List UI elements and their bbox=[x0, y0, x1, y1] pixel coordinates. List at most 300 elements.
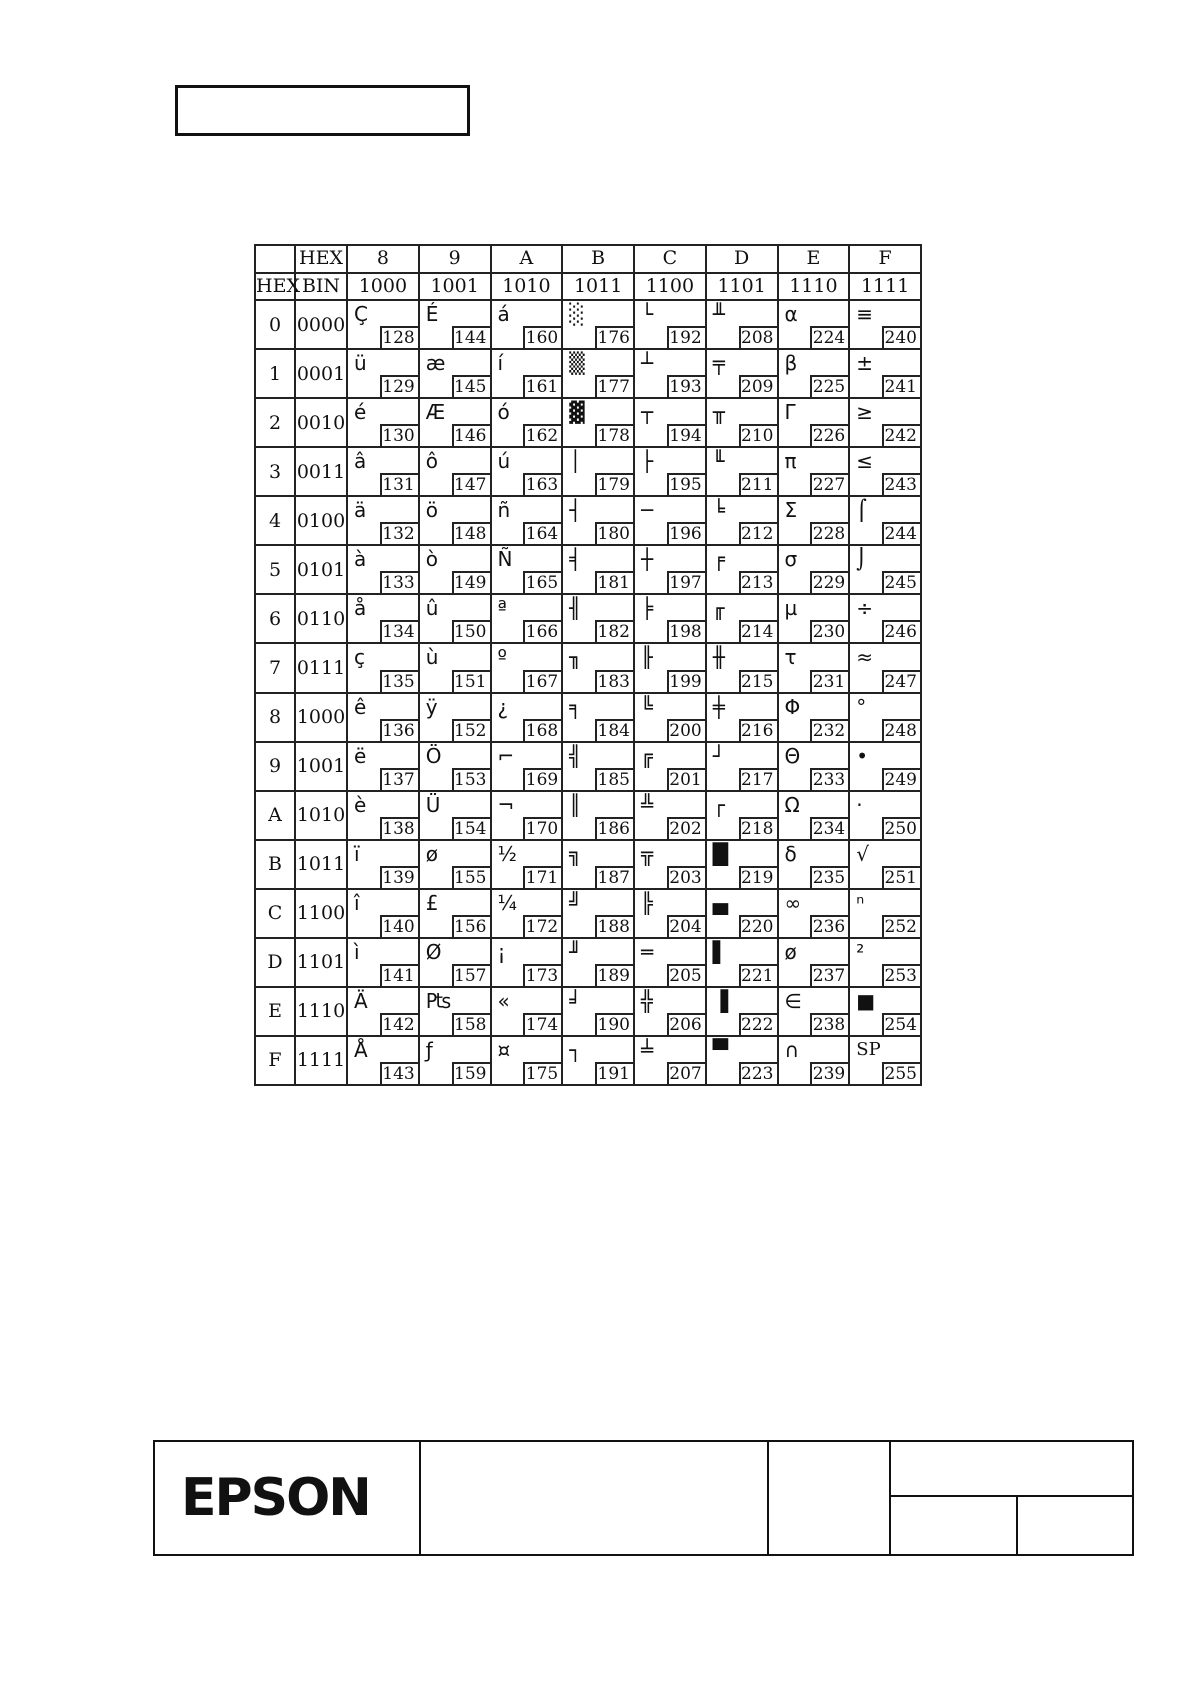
column-bin-8: 1000 bbox=[347, 273, 419, 301]
char-code: 243 bbox=[882, 473, 920, 495]
char-cell bbox=[634, 496, 706, 545]
char-code: 149 bbox=[452, 571, 490, 593]
char-cell bbox=[634, 742, 706, 791]
char-code: 240 bbox=[882, 326, 920, 348]
char-cell bbox=[634, 300, 706, 349]
column-bin-f: 1111 bbox=[849, 273, 921, 301]
title-block-divider bbox=[1016, 1495, 1018, 1554]
char-code: 205 bbox=[667, 964, 705, 986]
row-hex: 5 bbox=[255, 545, 295, 594]
char-glyph: SP bbox=[856, 1038, 881, 1060]
char-code: 204 bbox=[667, 915, 705, 937]
char-code: 188 bbox=[595, 915, 633, 937]
row-hex: 0 bbox=[255, 300, 295, 349]
table-row bbox=[255, 398, 921, 447]
char-cell bbox=[347, 594, 419, 643]
row-bin: 1011 bbox=[295, 840, 347, 889]
char-cell bbox=[347, 938, 419, 987]
char-glyph: ê bbox=[354, 694, 367, 719]
char-glyph: · bbox=[856, 792, 863, 817]
char-cell bbox=[562, 791, 634, 840]
char-code: 215 bbox=[739, 670, 777, 692]
char-code: 156 bbox=[452, 915, 490, 937]
char-cell bbox=[419, 300, 491, 349]
char-code: 130 bbox=[380, 424, 418, 446]
char-glyph: à bbox=[354, 547, 367, 572]
char-code: 177 bbox=[595, 375, 633, 397]
char-glyph: ÿ bbox=[425, 694, 438, 719]
char-cell bbox=[706, 742, 778, 791]
char-cell bbox=[778, 545, 850, 594]
char-code: 131 bbox=[380, 473, 418, 495]
char-cell bbox=[491, 693, 563, 742]
char-cell bbox=[347, 840, 419, 889]
char-cell bbox=[706, 447, 778, 496]
char-glyph: ç bbox=[354, 645, 365, 670]
char-code: 148 bbox=[452, 522, 490, 544]
char-cell bbox=[419, 1036, 491, 1085]
char-cell bbox=[562, 496, 634, 545]
char-cell bbox=[491, 840, 563, 889]
char-code: 244 bbox=[882, 522, 920, 544]
char-code: 219 bbox=[739, 866, 777, 888]
char-glyph: ú bbox=[497, 449, 511, 474]
char-glyph: µ bbox=[784, 596, 798, 621]
char-code: 238 bbox=[810, 1013, 848, 1035]
char-glyph: β bbox=[784, 351, 798, 376]
char-cell bbox=[347, 693, 419, 742]
char-code: 152 bbox=[452, 719, 490, 741]
table-row bbox=[255, 742, 921, 791]
char-glyph: ▌ bbox=[712, 939, 729, 964]
char-code: 179 bbox=[595, 473, 633, 495]
char-glyph: ╣ bbox=[569, 743, 582, 768]
char-glyph: ƒ bbox=[425, 1037, 433, 1062]
row-bin: 1001 bbox=[295, 742, 347, 791]
char-cell bbox=[347, 447, 419, 496]
char-code: 242 bbox=[882, 424, 920, 446]
char-glyph: ≈ bbox=[856, 645, 874, 670]
char-cell bbox=[706, 791, 778, 840]
char-code: 145 bbox=[452, 375, 490, 397]
char-code: 134 bbox=[380, 620, 418, 642]
char-glyph: å bbox=[354, 596, 367, 621]
char-cell bbox=[562, 545, 634, 594]
page-label-box bbox=[175, 85, 470, 136]
char-glyph: ╛ bbox=[569, 988, 582, 1013]
char-cell bbox=[562, 693, 634, 742]
title-block bbox=[153, 1440, 1134, 1556]
char-cell bbox=[706, 594, 778, 643]
char-cell bbox=[778, 398, 850, 447]
char-code: 208 bbox=[739, 326, 777, 348]
char-cell bbox=[491, 349, 563, 398]
row-bin: 1101 bbox=[295, 938, 347, 987]
char-cell bbox=[849, 742, 921, 791]
char-cell bbox=[562, 938, 634, 987]
char-code: 253 bbox=[882, 964, 920, 986]
char-code: 154 bbox=[452, 817, 490, 839]
char-glyph: ⌠ bbox=[856, 498, 867, 523]
char-cell bbox=[562, 594, 634, 643]
char-cell bbox=[634, 938, 706, 987]
char-glyph: Θ bbox=[784, 743, 801, 768]
char-code: 162 bbox=[523, 424, 561, 446]
char-cell bbox=[849, 594, 921, 643]
row-bin: 1010 bbox=[295, 791, 347, 840]
char-glyph: ô bbox=[425, 449, 438, 474]
row-hex: E bbox=[255, 987, 295, 1036]
char-glyph: ╚ bbox=[641, 694, 654, 719]
row-hex: 3 bbox=[255, 447, 295, 496]
char-code: 251 bbox=[882, 866, 920, 888]
column-hex-9: 9 bbox=[419, 245, 491, 273]
row-bin: 0011 bbox=[295, 447, 347, 496]
row-bin: 0110 bbox=[295, 594, 347, 643]
char-glyph: è bbox=[354, 792, 367, 817]
char-cell bbox=[562, 398, 634, 447]
char-code: 189 bbox=[595, 964, 633, 986]
char-cell bbox=[849, 1036, 921, 1085]
char-cell bbox=[347, 496, 419, 545]
char-cell bbox=[706, 545, 778, 594]
char-code: 170 bbox=[523, 817, 561, 839]
char-glyph: ┐ bbox=[569, 1037, 582, 1062]
char-glyph: ∩ bbox=[784, 1037, 800, 1062]
row-bin: 1000 bbox=[295, 693, 347, 742]
char-cell bbox=[634, 840, 706, 889]
char-cell bbox=[419, 938, 491, 987]
char-glyph: α bbox=[784, 302, 798, 327]
char-glyph: ¼ bbox=[497, 890, 517, 915]
char-cell bbox=[706, 1036, 778, 1085]
char-glyph: û bbox=[425, 596, 439, 621]
char-glyph: ▄ bbox=[712, 890, 729, 915]
char-glyph: └ bbox=[641, 302, 654, 327]
char-cell bbox=[562, 643, 634, 692]
column-bin-9: 1001 bbox=[419, 273, 491, 301]
char-code: 180 bbox=[595, 522, 633, 544]
char-code: 236 bbox=[810, 915, 848, 937]
char-glyph: ø bbox=[425, 841, 438, 866]
char-code: 245 bbox=[882, 571, 920, 593]
char-cell bbox=[562, 447, 634, 496]
char-glyph: ╪ bbox=[712, 694, 725, 719]
char-glyph: ╤ bbox=[712, 351, 725, 376]
table-row bbox=[255, 693, 921, 742]
char-code: 168 bbox=[523, 719, 561, 741]
char-code: 187 bbox=[595, 866, 633, 888]
char-glyph: ╫ bbox=[712, 645, 725, 670]
char-cell bbox=[347, 300, 419, 349]
char-glyph: í bbox=[497, 351, 504, 376]
char-cell bbox=[562, 349, 634, 398]
char-glyph: ¤ bbox=[497, 1037, 511, 1062]
char-glyph: º bbox=[497, 645, 507, 670]
row-hex: 2 bbox=[255, 398, 295, 447]
row-bin: 1110 bbox=[295, 987, 347, 1036]
char-code: 195 bbox=[667, 473, 705, 495]
char-code: 203 bbox=[667, 866, 705, 888]
char-cell bbox=[491, 398, 563, 447]
char-cell bbox=[347, 987, 419, 1036]
char-cell bbox=[778, 889, 850, 938]
char-glyph: é bbox=[354, 400, 367, 425]
char-cell bbox=[634, 447, 706, 496]
char-cell bbox=[491, 1036, 563, 1085]
char-code: 172 bbox=[523, 915, 561, 937]
char-glyph: î bbox=[354, 890, 360, 915]
char-cell bbox=[347, 1036, 419, 1085]
char-code: 165 bbox=[523, 571, 561, 593]
char-cell bbox=[634, 791, 706, 840]
char-glyph: ▀ bbox=[712, 1037, 729, 1062]
char-cell bbox=[706, 643, 778, 692]
char-glyph: ⌐ bbox=[497, 743, 515, 768]
char-cell bbox=[491, 594, 563, 643]
char-glyph: ó bbox=[497, 400, 510, 425]
char-glyph: ╝ bbox=[569, 890, 582, 915]
char-code: 216 bbox=[739, 719, 777, 741]
row-hex: A bbox=[255, 791, 295, 840]
char-glyph: Æ bbox=[425, 400, 446, 425]
char-code: 230 bbox=[810, 620, 848, 642]
char-glyph: Å bbox=[354, 1037, 368, 1062]
char-glyph: Ü bbox=[425, 792, 441, 817]
char-glyph: ² bbox=[856, 939, 865, 964]
column-hex-b: B bbox=[562, 245, 634, 273]
char-cell bbox=[706, 349, 778, 398]
char-cell bbox=[562, 300, 634, 349]
char-cell bbox=[778, 349, 850, 398]
char-cell bbox=[419, 693, 491, 742]
char-glyph: ╘ bbox=[712, 498, 725, 523]
char-code: 142 bbox=[380, 1013, 418, 1035]
char-cell bbox=[849, 791, 921, 840]
row-bin: 1100 bbox=[295, 889, 347, 938]
column-hex-a: A bbox=[491, 245, 563, 273]
table-row bbox=[255, 987, 921, 1036]
char-code: 190 bbox=[595, 1013, 633, 1035]
char-glyph: ┘ bbox=[712, 743, 725, 768]
char-cell bbox=[347, 545, 419, 594]
row-bin: 0100 bbox=[295, 496, 347, 545]
char-code: 235 bbox=[810, 866, 848, 888]
char-code: 221 bbox=[739, 964, 777, 986]
char-code: 178 bbox=[595, 424, 633, 446]
char-glyph: ═ bbox=[641, 939, 654, 964]
char-cell bbox=[491, 791, 563, 840]
char-cell bbox=[706, 987, 778, 1036]
char-cell bbox=[491, 300, 563, 349]
char-code: 153 bbox=[452, 768, 490, 790]
char-glyph: ╜ bbox=[569, 939, 582, 964]
char-cell bbox=[491, 545, 563, 594]
column-bin-d: 1101 bbox=[706, 273, 778, 301]
table-row bbox=[255, 889, 921, 938]
char-cell bbox=[634, 643, 706, 692]
char-glyph: ä bbox=[354, 498, 367, 523]
char-code: 200 bbox=[667, 719, 705, 741]
char-code: 159 bbox=[452, 1062, 490, 1084]
char-cell bbox=[419, 447, 491, 496]
char-glyph: ≥ bbox=[856, 400, 874, 425]
char-glyph: « bbox=[497, 988, 510, 1013]
char-code: 157 bbox=[452, 964, 490, 986]
char-cell bbox=[491, 643, 563, 692]
char-glyph: Σ bbox=[784, 498, 798, 523]
char-code: 181 bbox=[595, 571, 633, 593]
char-code: 129 bbox=[380, 375, 418, 397]
table-row bbox=[255, 791, 921, 840]
char-glyph: ╥ bbox=[712, 400, 725, 425]
row-hex: 4 bbox=[255, 496, 295, 545]
table-row bbox=[255, 1036, 921, 1085]
corner-cell bbox=[255, 245, 295, 273]
table-row bbox=[255, 545, 921, 594]
char-cell bbox=[491, 889, 563, 938]
epson-logo: EPSON bbox=[181, 1468, 370, 1528]
char-cell bbox=[634, 1036, 706, 1085]
char-code: 151 bbox=[452, 670, 490, 692]
char-code: 209 bbox=[739, 375, 777, 397]
column-hex-c: C bbox=[634, 245, 706, 273]
char-cell bbox=[562, 987, 634, 1036]
char-cell bbox=[419, 349, 491, 398]
char-cell bbox=[778, 1036, 850, 1085]
char-cell bbox=[778, 496, 850, 545]
char-glyph: ╨ bbox=[712, 302, 725, 327]
char-code: 147 bbox=[452, 473, 490, 495]
char-cell bbox=[634, 987, 706, 1036]
char-code: 234 bbox=[810, 817, 848, 839]
char-code: 169 bbox=[523, 768, 561, 790]
char-glyph: ¡ bbox=[497, 939, 506, 964]
char-glyph: Ñ bbox=[497, 547, 513, 572]
char-code: 174 bbox=[523, 1013, 561, 1035]
char-code: 254 bbox=[882, 1013, 920, 1035]
char-cell bbox=[849, 840, 921, 889]
char-glyph: ╕ bbox=[569, 694, 582, 719]
char-glyph: ₧ bbox=[425, 988, 452, 1013]
char-glyph: δ bbox=[784, 841, 797, 866]
char-glyph: ▒ bbox=[569, 351, 585, 376]
char-code: 155 bbox=[452, 866, 490, 888]
char-cell bbox=[419, 496, 491, 545]
char-glyph: ╧ bbox=[641, 1037, 654, 1062]
char-cell bbox=[706, 840, 778, 889]
char-glyph: ñ bbox=[497, 498, 511, 523]
column-bin-e: 1110 bbox=[778, 273, 850, 301]
char-glyph: ± bbox=[856, 351, 874, 376]
char-glyph: √ bbox=[856, 841, 869, 866]
char-cell bbox=[706, 496, 778, 545]
char-glyph: Ç bbox=[354, 302, 368, 327]
char-glyph: ┌ bbox=[712, 792, 725, 817]
char-cell bbox=[491, 447, 563, 496]
char-cell bbox=[849, 643, 921, 692]
char-glyph: ¿ bbox=[497, 694, 509, 719]
char-code: 223 bbox=[739, 1062, 777, 1084]
char-code: 227 bbox=[810, 473, 848, 495]
row-hex: 8 bbox=[255, 693, 295, 742]
row-hex: 7 bbox=[255, 643, 295, 692]
char-glyph: Γ bbox=[784, 400, 796, 425]
char-glyph: ╬ bbox=[641, 988, 654, 1013]
char-glyph: Ä bbox=[354, 988, 368, 1013]
char-code: 233 bbox=[810, 768, 848, 790]
char-code: 222 bbox=[739, 1013, 777, 1035]
char-cell bbox=[562, 1036, 634, 1085]
char-glyph: ÷ bbox=[856, 596, 874, 621]
char-code: 224 bbox=[810, 326, 848, 348]
char-code: 228 bbox=[810, 522, 848, 544]
char-glyph: ≡ bbox=[856, 302, 874, 327]
title-block-divider bbox=[889, 1495, 1132, 1497]
row-bin: 0000 bbox=[295, 300, 347, 349]
char-cell bbox=[778, 938, 850, 987]
char-glyph: ½ bbox=[497, 841, 517, 866]
char-code: 194 bbox=[667, 424, 705, 446]
char-code: 139 bbox=[380, 866, 418, 888]
table-row bbox=[255, 643, 921, 692]
char-cell bbox=[849, 447, 921, 496]
char-glyph: ò bbox=[425, 547, 438, 572]
char-cell bbox=[419, 889, 491, 938]
char-code: 167 bbox=[523, 670, 561, 692]
char-code: 212 bbox=[739, 522, 777, 544]
char-code: 164 bbox=[523, 522, 561, 544]
char-cell bbox=[778, 300, 850, 349]
char-glyph: ¬ bbox=[497, 792, 515, 817]
table-row bbox=[255, 594, 921, 643]
char-glyph: ╢ bbox=[569, 596, 582, 621]
char-code: 135 bbox=[380, 670, 418, 692]
char-code: 199 bbox=[667, 670, 705, 692]
char-glyph: ì bbox=[354, 939, 360, 964]
char-glyph: ° bbox=[856, 694, 867, 719]
char-code: 237 bbox=[810, 964, 848, 986]
column-hex-d: D bbox=[706, 245, 778, 273]
char-cell bbox=[347, 349, 419, 398]
char-cell bbox=[634, 545, 706, 594]
char-cell bbox=[706, 300, 778, 349]
char-cell bbox=[634, 349, 706, 398]
char-code: 218 bbox=[739, 817, 777, 839]
char-cell bbox=[634, 398, 706, 447]
char-glyph: ≤ bbox=[856, 449, 874, 474]
row-bin: 0111 bbox=[295, 643, 347, 692]
char-code: 197 bbox=[667, 571, 705, 593]
char-cell bbox=[706, 693, 778, 742]
char-cell bbox=[849, 349, 921, 398]
char-glyph: σ bbox=[784, 547, 798, 572]
char-code: 232 bbox=[810, 719, 848, 741]
char-code: 201 bbox=[667, 768, 705, 790]
char-cell bbox=[419, 545, 491, 594]
char-code: 141 bbox=[380, 964, 418, 986]
char-glyph: │ bbox=[569, 449, 582, 474]
char-glyph: ╗ bbox=[569, 841, 582, 866]
char-code: 229 bbox=[810, 571, 848, 593]
char-code: 133 bbox=[380, 571, 418, 593]
char-code: 250 bbox=[882, 817, 920, 839]
char-glyph: ▐ bbox=[712, 988, 729, 1013]
char-cell bbox=[778, 742, 850, 791]
title-block-divider bbox=[889, 1442, 891, 1554]
char-cell bbox=[778, 447, 850, 496]
row-hex-label: HEX bbox=[255, 273, 295, 301]
